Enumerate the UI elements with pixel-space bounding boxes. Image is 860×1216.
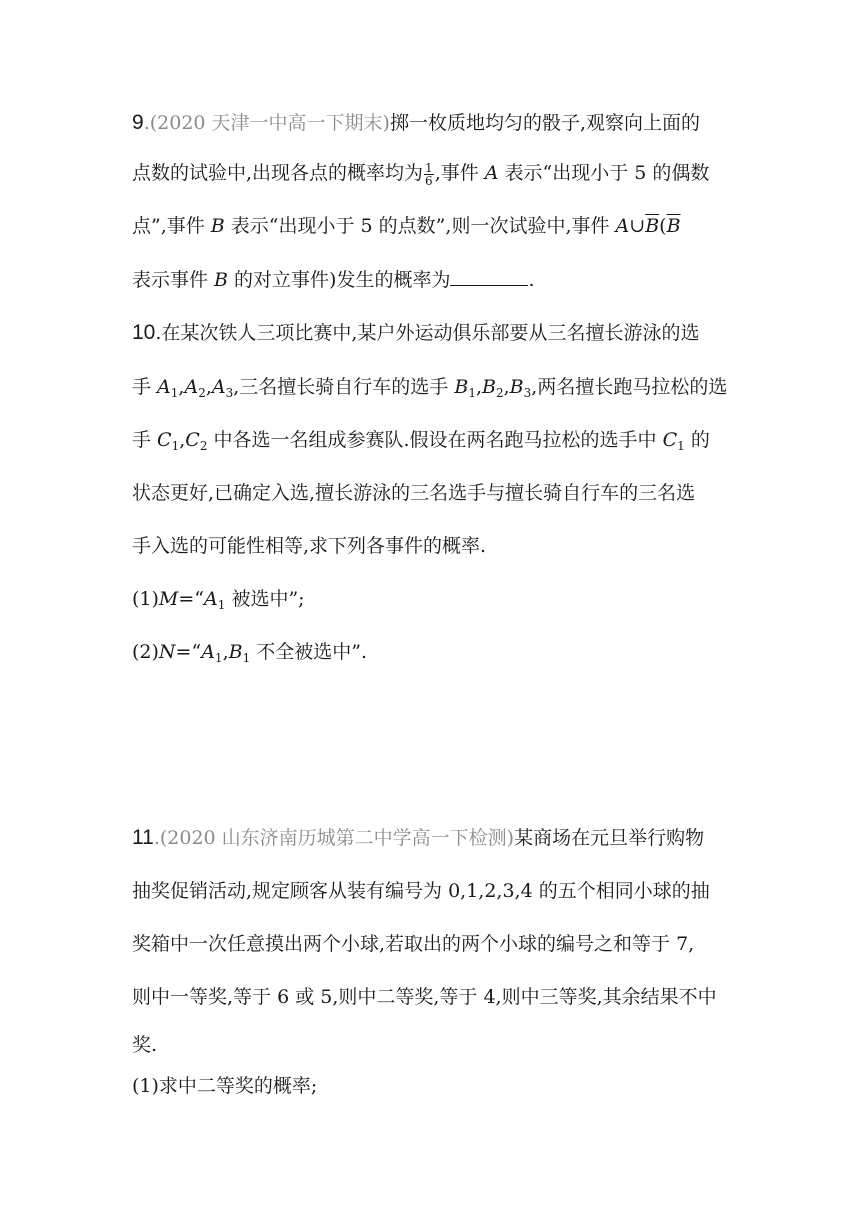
- q9-text: 表示事件: [132, 269, 215, 291]
- q10-text: =“: [178, 588, 205, 610]
- q11-line-2: [132, 876, 710, 906]
- q10-text: =“: [175, 641, 202, 663]
- q9-source: .(2020 天津一中高一下期末): [143, 112, 390, 134]
- q10-part-1: [132, 584, 305, 620]
- q11-line-4: [132, 982, 717, 1012]
- subscript: 3: [523, 386, 532, 400]
- q10-text: 状态更好,已确定入选,擅长游泳的三名选手与擅长骑自行车的三名选: [132, 482, 696, 504]
- q9-line-2: [132, 158, 709, 188]
- subscript: 1: [677, 439, 685, 453]
- q9-var-b: B: [214, 269, 229, 291]
- q11-line-3: [132, 929, 694, 959]
- var-a: A: [157, 376, 171, 398]
- var-a: A: [204, 588, 218, 610]
- q9-answer-blank[interactable]: [450, 265, 528, 286]
- q10-line-4: [132, 478, 695, 508]
- subscript: 1: [214, 651, 223, 665]
- comma: ,: [222, 641, 229, 663]
- q9-union-symbol: ∪: [629, 215, 646, 237]
- q10-part-2: [132, 637, 367, 673]
- q9-text: 表示“出现小于 5 的点数”,则一次试验中,事件: [224, 215, 616, 237]
- q11-text: 则中一等奖,等于 6 或 5,则中二等奖,等于 4,则中三等奖,其余结果不中: [132, 986, 717, 1008]
- subscript: 2: [199, 439, 208, 453]
- var-c: C: [157, 429, 172, 451]
- var-c: C: [662, 429, 678, 451]
- var-b: B: [454, 376, 469, 398]
- q9-line-3: [132, 211, 681, 241]
- q10-text: (1): [132, 588, 159, 610]
- q9-fraction: $\frac{1}{6}$: [425, 160, 433, 188]
- q10-text: 中各选一名组成参赛队.假设在两名跑马拉松的选手中: [207, 429, 663, 451]
- subscript: 1: [242, 651, 251, 665]
- subscript: 1: [170, 386, 179, 400]
- q9-var-a: A: [615, 215, 630, 237]
- q11-number: 11: [132, 826, 154, 849]
- q10-line-3: [132, 425, 710, 461]
- subscript: 1: [217, 598, 226, 612]
- q10-text: 手: [132, 376, 158, 398]
- q9-text: .: [528, 269, 535, 291]
- q10-line-5: [132, 531, 486, 561]
- q9-number: 9: [132, 111, 144, 134]
- q9-var-a: A: [484, 162, 499, 184]
- comma: ,: [179, 429, 186, 451]
- q11-text: 抽奖促销活动,规定顾客从装有编号为 0,1,2,3,4 的五个相同小球的抽: [132, 880, 710, 902]
- comma: ,: [205, 376, 212, 398]
- subscript: 3: [225, 386, 234, 400]
- q10-text: 手入选的可能性相等,求下列各事件的概率.: [132, 535, 487, 557]
- var-b: B: [482, 376, 496, 398]
- var-a: A: [184, 376, 199, 398]
- subscript: 1: [468, 386, 476, 400]
- q10-text: (2): [132, 641, 159, 663]
- var-b: B: [228, 641, 243, 663]
- comma: ,: [475, 376, 483, 398]
- q9-var-b-bar: $\overline{B}$: [645, 215, 660, 237]
- q9-text: 点”,事件: [132, 215, 211, 237]
- q9-text: ,事件: [434, 162, 485, 184]
- comma: ,: [503, 376, 510, 398]
- q9-line-4: [132, 265, 535, 295]
- subscript: 2: [495, 386, 504, 400]
- q10-line-2: [132, 372, 727, 408]
- q10-text: 被选中”;: [225, 588, 305, 610]
- var-c: C: [185, 429, 200, 451]
- var-m: M: [158, 588, 179, 610]
- q11-line-1: [132, 823, 704, 853]
- q11-source: .(2020 山东济南历城第二中学高一下检测): [153, 827, 515, 849]
- q9-text: (: [659, 215, 667, 237]
- q11-part-1: [132, 1071, 317, 1101]
- q10-number: 10: [132, 321, 156, 344]
- q10-text: .在某次铁人三项比赛中,某户外运动俱乐部要从三名擅长游泳的选: [155, 322, 700, 344]
- q10-text: 的: [684, 429, 710, 451]
- var-a: A: [211, 376, 226, 398]
- q11-line-5: [132, 1030, 157, 1060]
- var-b: B: [509, 376, 524, 398]
- q11-text: 某商场在元旦举行购物: [514, 827, 705, 849]
- q10-text: 不全被选中”.: [250, 641, 368, 663]
- subscript: 1: [171, 439, 180, 453]
- var-a: A: [201, 641, 215, 663]
- q9-text: 点数的试验中,出现各点的概率均为: [132, 162, 424, 184]
- q9-text: 掷一枚质地均匀的骰子,观察向上面的: [389, 112, 700, 134]
- q10-text: ,三名擅长骑自行车的选手: [233, 376, 455, 398]
- var-n: N: [158, 641, 176, 663]
- q11-text: 奖箱中一次任意摸出两个小球,若取出的两个小球的编号之和等于 7,: [132, 933, 695, 955]
- comma: ,: [178, 376, 185, 398]
- q11-text: 奖.: [132, 1034, 158, 1056]
- q9-text: 的对立事件)发生的概率为: [228, 269, 451, 291]
- q9-var-b: B: [210, 215, 225, 237]
- subscript: 2: [198, 386, 206, 400]
- q9-text: 表示“出现小于 5 的偶数: [498, 162, 710, 184]
- q10-text: 手: [132, 429, 158, 451]
- q9-var-b-bar: $\overline{B}$: [666, 215, 681, 237]
- q9-line-1: [132, 108, 700, 138]
- q11-text: (1)求中二等奖的概率;: [132, 1075, 318, 1097]
- q10-line-1: [132, 318, 699, 348]
- q10-text: ,两名擅长跑马拉松的选: [531, 376, 728, 398]
